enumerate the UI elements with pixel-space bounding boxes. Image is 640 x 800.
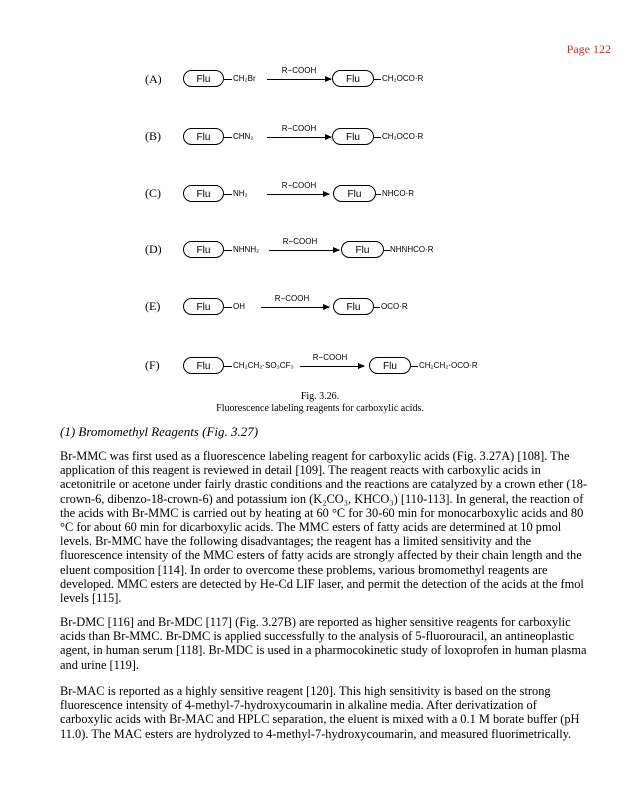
figure-title: Fig. 3.26. (300, 391, 340, 402)
bond-line (224, 137, 232, 138)
reaction-arrow (300, 366, 364, 367)
product-group: NHNHCO·R (390, 245, 434, 254)
flu-reactant-oval: Flu (183, 241, 224, 258)
reaction-label: (D) (145, 242, 162, 256)
reaction-label: (A) (145, 72, 162, 86)
reactive-group: NH₂ (233, 189, 248, 198)
reaction-b (0, 118, 640, 158)
reactive-group: CH₂CH₂·SO₃CF₃ (233, 361, 294, 370)
flu-product-oval: Flu (341, 241, 384, 258)
paragraph-br-dmc-mdc: Br-DMC [116] and Br-MDC [117] (Fig. 3.27B) are reported as higher sensitive reagents for carboxylic acids than Br-MMC. Br-DMC is applied successfully to the analysis of 5-fluorouracil, an antineoplastic agent, in human serum [118]. Br-MDC is used in a pharmocokinetic study of loxoprofen in human plasma and urine [119]. (60, 615, 587, 672)
reaction-arrow (269, 250, 339, 251)
flu-product-oval: Flu (369, 357, 411, 374)
product-group: OCO·R (381, 302, 408, 311)
reaction-arrow (267, 79, 331, 80)
reagent-label: R−COOH (281, 66, 317, 75)
flu-reactant-oval: Flu (183, 298, 224, 315)
flu-reactant-oval: Flu (183, 357, 224, 374)
reagent-label: R−COOH (281, 124, 317, 133)
reactive-group: NHNH₂ (233, 245, 260, 254)
reagent-label: R−COOH (281, 181, 317, 190)
paragraph-br-mmc: Br-MMC was first used as a fluorescence labeling reagent for carboxylic acids (Fig. 3.27A) [108]. The application of this reagent is reviewed in detail [109]. The reagent reacts with carboxylic acids in acetonitrile or acetone under fairly drastic conditions and the reactions are catalyzed by a crown ether (18-crown-6, dibenzo-18-crown-6) and potassium ion (K₂CO₃, KHCO₃) [110-113]. In general, the reaction of the acids with Br-MMC is carried out by heating at 60 °C for 30-60 min for monocarboxylic acids and 80 °C for about 60 min for dicarboxylic acids. The MMC esters of fatty acids are determined at 10 pmol levels. Br-MMC have the following disadvantages; the reagent has a limited sensitivity and the fluorescence intensity of the MMC esters of fatty acids are strongly affected by their chain length and the eluent composition [114]. In order to overcome these problems, various bromomethyl reagents are developed. MMC esters are detected by He-Cd LIF laser, and permit the detection of the acids at the fmol levels [115]. (60, 449, 588, 606)
reactive-group: OH (233, 302, 245, 311)
reaction-label: (C) (145, 186, 161, 200)
bond-line (224, 307, 232, 308)
product-group: CH₂CH₂·OCO·R (419, 361, 478, 370)
section-heading: (1) Bromomethyl Reagents (Fig. 3.27) (60, 424, 259, 439)
reaction-d (0, 232, 640, 272)
flu-reactant-oval: Flu (183, 70, 224, 87)
reaction-e (0, 289, 640, 329)
reaction-label: (F) (145, 358, 160, 372)
paragraph-br-mac: Br-MAC is reported as a highly sensitive reagent [120]. This high sensitivity is based on the strong fluorescence intensity of 4-methyl-7-hydroxycoumarin in alkaline media. After derivatization of carboxylic acids with Br-MAC and HPLC separation, the eluent is mixed with a 0.1 M borate buffer (pH 11.0). The MAC esters are hydrolyzed to 4-methyl-7-hydroxycoumarin, and measured fluorimetrically. (60, 684, 580, 741)
bond-line (374, 307, 380, 308)
flu-product-oval: Flu (333, 185, 376, 202)
reaction-arrow (267, 194, 329, 195)
product-group: CH₂OCO·R (382, 74, 424, 83)
reagent-label: R−COOH (282, 237, 318, 246)
bond-line (374, 137, 381, 138)
reaction-c (0, 175, 640, 215)
bond-line (224, 79, 232, 80)
reaction-arrow (267, 137, 331, 138)
reactive-group: CHN₂ (233, 132, 254, 141)
reaction-a (0, 62, 640, 102)
reagent-label: R−COOH (312, 353, 348, 362)
figure-caption: Fluorescence labeling reagents for carboxylic acids. (216, 403, 424, 414)
reaction-f (0, 347, 640, 387)
bond-line (411, 366, 418, 367)
page-number: Page 122 (566, 42, 611, 56)
reactive-group: CH₂Br (233, 74, 256, 83)
flu-reactant-oval: Flu (183, 128, 224, 145)
flu-product-oval: Flu (332, 70, 374, 87)
bond-line (376, 194, 381, 195)
flu-reactant-oval: Flu (183, 185, 224, 202)
product-group: NHCO·R (382, 189, 414, 198)
reagent-label: R−COOH (274, 294, 310, 303)
reaction-label: (E) (145, 299, 161, 313)
bond-line (374, 79, 381, 80)
product-group: CH₂OCO·R (382, 132, 424, 141)
flu-product-oval: Flu (333, 298, 374, 315)
bond-line (224, 366, 232, 367)
reaction-label: (B) (145, 129, 161, 143)
bond-line (224, 194, 232, 195)
flu-product-oval: Flu (332, 128, 374, 145)
reaction-arrow (261, 307, 329, 308)
bond-line (224, 250, 232, 251)
